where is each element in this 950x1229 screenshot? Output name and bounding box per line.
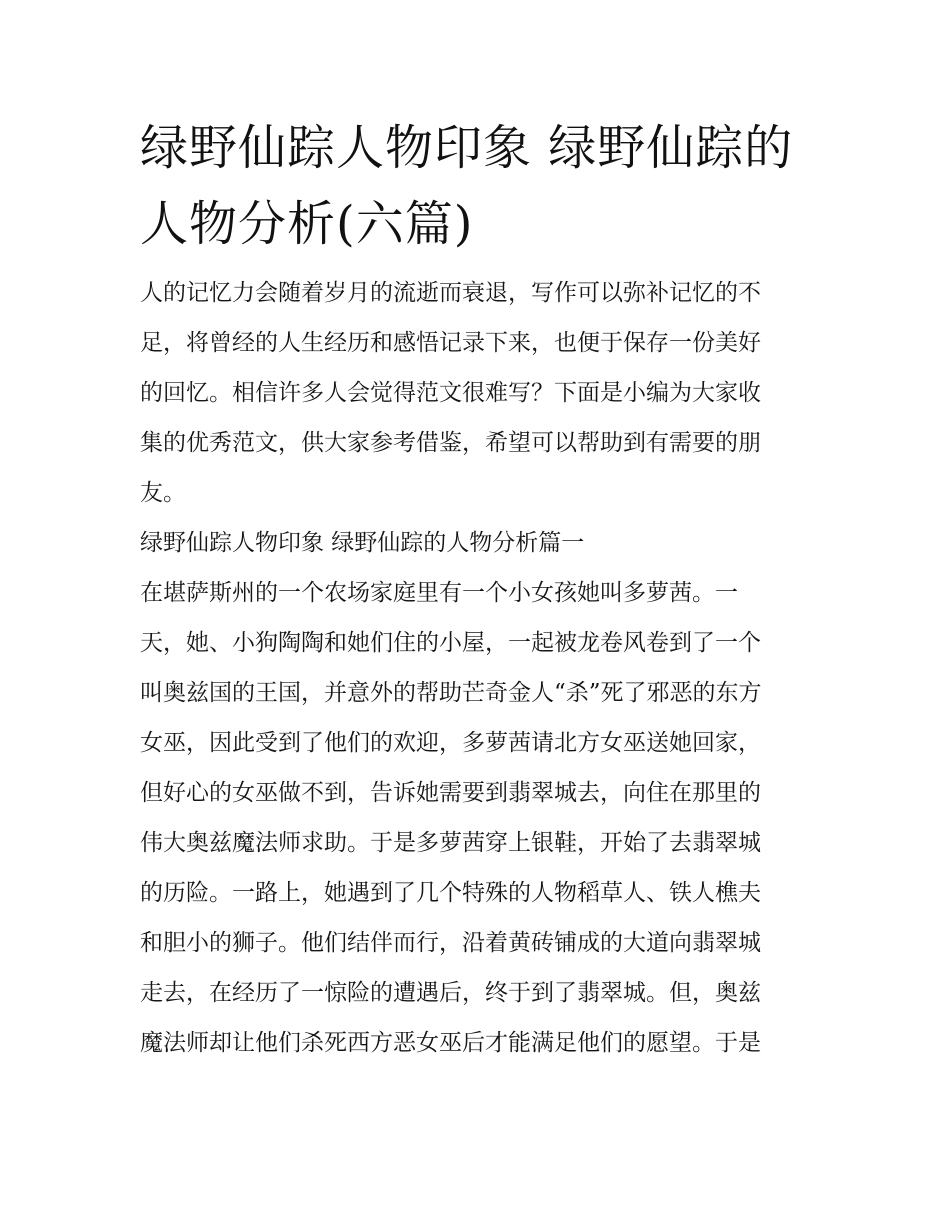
title-line: 人物分析(六篇) [140,196,474,252]
intro-paragraph [140,268,812,518]
body-line: 和胆小的狮子。他们结伴而行，沿着黄砖铺成的大道向翡翠城 [140,930,761,956]
intro-line: 友。 [140,480,186,506]
section-heading: 绿野仙踪人物印象 绿野仙踪的人物分析篇一 [140,530,585,556]
intro-line: 集的优秀范文，供大家参考借鉴，希望可以帮助到有需要的朋 [140,430,761,456]
body-line: 走去，在经历了一惊险的遭遇后，终于到了翡翠城。但，奥兹 [140,980,761,1006]
title-line: 绿野仙踪人物印象 绿野仙踪的 [140,120,794,176]
body-line: 女巫，因此受到了他们的欢迎，多萝茜请北方女巫送她回家， [140,730,761,756]
body-line: 但好心的女巫做不到，告诉她需要到翡翠城去，向住在那里的 [140,780,761,806]
intro-line: 足，将曾经的人生经历和感悟记录下来，也便于保存一份美好 [140,330,761,356]
body-line: 伟大奥兹魔法师求助。于是多萝茜穿上银鞋，开始了去翡翠城 [140,830,761,856]
body-line: 天，她、小狗陶陶和她们住的小屋，一起被龙卷风卷到了一个 [140,630,761,656]
body-line: 在堪萨斯州的一个农场家庭里有一个小女孩她叫多萝茜。一 [140,580,738,606]
document-title [140,110,812,262]
body-paragraph [140,568,812,1068]
intro-line: 人的记忆力会随着岁月的流逝而衰退，写作可以弥补记忆的不 [140,280,761,306]
body-line: 叫奥兹国的王国，并意外的帮助芒奇金人“杀”死了邪恶的东方 [140,680,762,706]
body-line: 魔法师却让他们杀死西方恶女巫后才能满足他们的愿望。于是 [140,1030,761,1056]
document-content [140,110,812,1068]
body-line: 的历险。一路上，她遇到了几个特殊的人物稻草人、铁人樵夫 [140,880,761,906]
intro-line: 的回忆。相信许多人会觉得范文很难写？下面是小编为大家收 [140,380,761,406]
